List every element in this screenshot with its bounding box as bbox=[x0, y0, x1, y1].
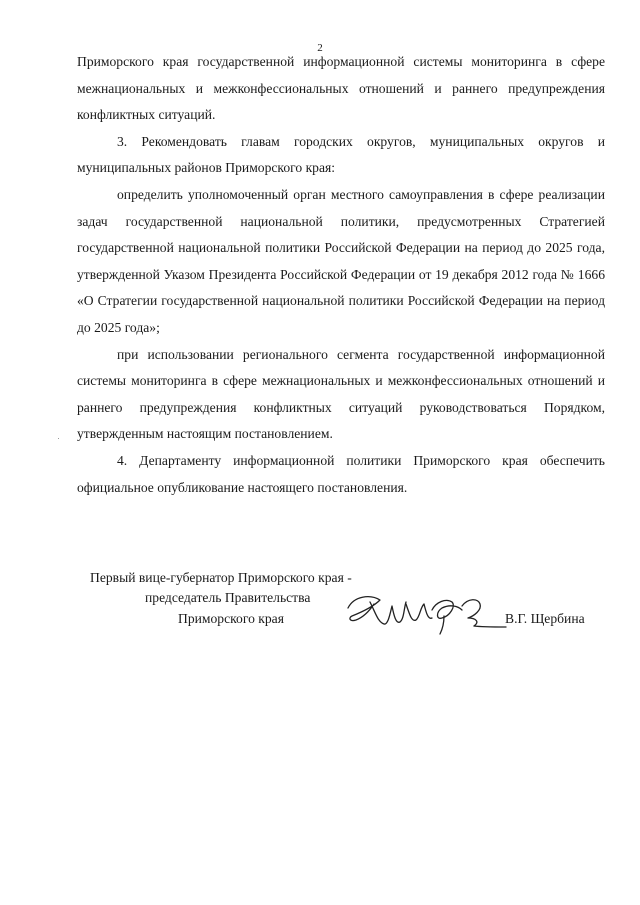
signatory-position-line-3: Приморского края bbox=[178, 611, 284, 626]
document-body bbox=[77, 49, 605, 501]
signatory-position-line-1: Первый вице-губернатор Приморского края - bbox=[90, 570, 352, 585]
paragraph-continuation: Приморского края государственной информационной системы мониторинга в сфере межнациональных и межконфессиональных отношений и раннего предупреждения конфликтных ситуаций. bbox=[77, 54, 605, 123]
paragraph-item-3: 3. Рекомендовать главам городских округов, муниципальных округов и муниципальных районов Приморского края: bbox=[77, 133, 605, 176]
signatory-name: В.Г. Щербина bbox=[505, 611, 585, 626]
paragraph-define-authority: определить уполномоченный орган местного самоуправления в сфере реализации задач государственной национальной политики, предусмотренных Стратегией государственной национальной политики Российской Федерации на период до 2025 года, утвержденной Указом Президента Российской Федерации от 19 декабря 2012 года № 1666 «О Стратегии государственной национальной политики Российской Федерации на период до 2025 года»; bbox=[77, 186, 605, 335]
signatory-position-line-2: председатель Правительства bbox=[145, 590, 311, 605]
scan-artifact bbox=[58, 438, 59, 439]
handwritten-signature bbox=[340, 586, 508, 636]
paragraph-item-4: 4. Департаменту информационной политики Приморского края обеспечить официальное опубликование настоящего постановления. bbox=[77, 452, 605, 495]
signature-block bbox=[0, 568, 640, 638]
page-number: 2 bbox=[317, 42, 323, 54]
paragraph-use-segment: при использовании регионального сегмента государственной информационной системы мониторинга в сфере межнациональных и межконфессиональных отношений и раннего предупреждения конфликтных ситуаций руководствоваться Порядком, утвержденным настоящим постановлением. bbox=[77, 346, 605, 442]
